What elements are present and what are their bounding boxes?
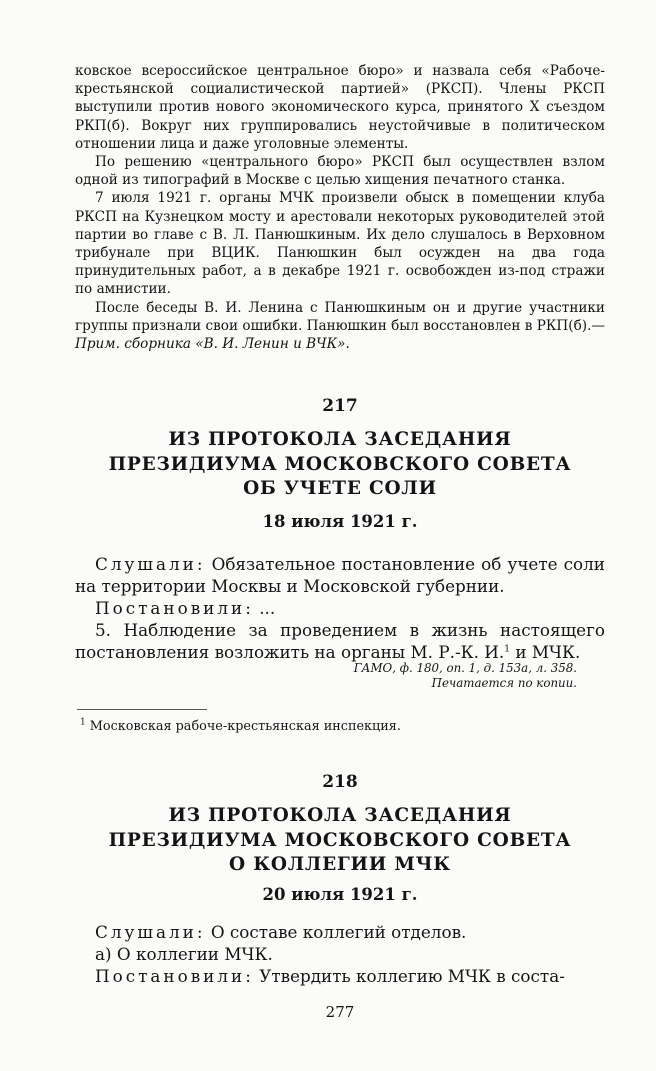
title-line: ОБ УЧЕТЕ СОЛИ [243, 478, 437, 499]
title-line: ПРЕЗИДИУМА МОСКОВСКОГО СОВЕТА [108, 453, 572, 475]
heard-paragraph [75, 553, 605, 597]
title-line: ИЗ ПРОТОКОЛА ЗАСЕДАНИЯ [168, 429, 512, 450]
page-number: 277 [325, 1003, 355, 1021]
heard-text: Обязательное постановление об учете соли на территории Москвы и Московской губернии. [75, 554, 605, 596]
footnote [80, 718, 610, 735]
footnote-text: Московская рабоче-крестьянская инспекция. [85, 719, 401, 734]
note-paragraph-4 [75, 299, 605, 354]
print-note: Печатается по копии. [431, 676, 577, 690]
heard-paragraph [75, 921, 605, 943]
note-source-italic: Прим. сборника «В. И. Ленин и ВЧК». [75, 336, 350, 353]
archive-reference: ГАМО, ф. 180, оп. 1, д. 153а, л. 358. [353, 661, 577, 675]
footnote-reference: 1 [504, 644, 510, 655]
document-body-217 [75, 553, 605, 663]
note-paragraph-3: 7 июля 1921 г. органы МЧК произвели обыск в помещении клуба РКСП на Кузнецком мосту и арестовали некоторых руководителей этой партии во главе с В. Л. Панюшкиным. Их дело слушалось в Верховном трибунале при ВЦИК. Панюшкин был осужден на два года принудительных работ, а в декабре 1921 г. освобожден из-под стражи по амнистии. [75, 190, 605, 298]
note-paragraph-1: ковское всероссийское центральное бюро» и назвала себя «Рабоче-крестьянской социалистической партией» (РКСП). Члены РКСП выступили против нового экономического курса, принятого X съездом РКП(б). Вокруг них группировались неустойчивые в политическом отношении лица и даже уголовные элементы. [75, 63, 605, 152]
resolved-text: ... [253, 598, 276, 618]
title-line: ПРЕЗИДИУМА МОСКОВСКОГО СОВЕТА [108, 829, 572, 851]
title-line: О КОЛЛЕГИИ МЧК [229, 854, 451, 875]
document-title-218 [75, 804, 605, 878]
document-body-218 [75, 921, 605, 987]
document-title-217 [75, 428, 605, 502]
resolved-paragraph [75, 597, 605, 619]
archive-source [75, 661, 605, 691]
item-a-paragraph: а) О коллегии МЧК. [95, 944, 273, 964]
note-paragraph-2: По решению «центрального бюро» РКСП был осуществлен взлом одной из типографий в Москве с целью хищения печатного станка. [75, 154, 605, 189]
note-paragraph-4-text: После беседы В. И. Ленина с Панюшкиным он и другие участники группы признали свои ошибки. Панюшкин был восстановлен в РКП(б).— [75, 299, 605, 334]
item-5-end: и МЧК. [509, 642, 581, 662]
document-date-218: 20 июля 1921 г. [262, 885, 418, 904]
footnote-divider [77, 709, 207, 710]
document-number-218: 218 [322, 772, 358, 792]
resolved-label: Постановили: [95, 598, 254, 618]
document-number-217: 217 [322, 396, 358, 416]
resolved-label: Постановили: [95, 966, 254, 986]
resolved-text: Утвердить коллегию МЧК в соста- [253, 966, 565, 986]
heard-label: Слушали: [95, 922, 206, 942]
document-date-217: 18 июля 1921 г. [262, 512, 418, 531]
footnote-mark: 1 [80, 717, 86, 728]
resolved-paragraph [75, 965, 605, 987]
heard-text: О составе коллегий отделов. [205, 922, 467, 942]
title-line: ИЗ ПРОТОКОЛА ЗАСЕДАНИЯ [168, 805, 512, 826]
heard-label: Слушали: [95, 554, 206, 574]
item-5-text: 5. Наблюдение за проведением в жизнь настоящего постановления возложить на органы М. Р.-К. И. [75, 620, 605, 662]
item-5-paragraph [75, 619, 605, 663]
previous-note-block [75, 62, 605, 353]
